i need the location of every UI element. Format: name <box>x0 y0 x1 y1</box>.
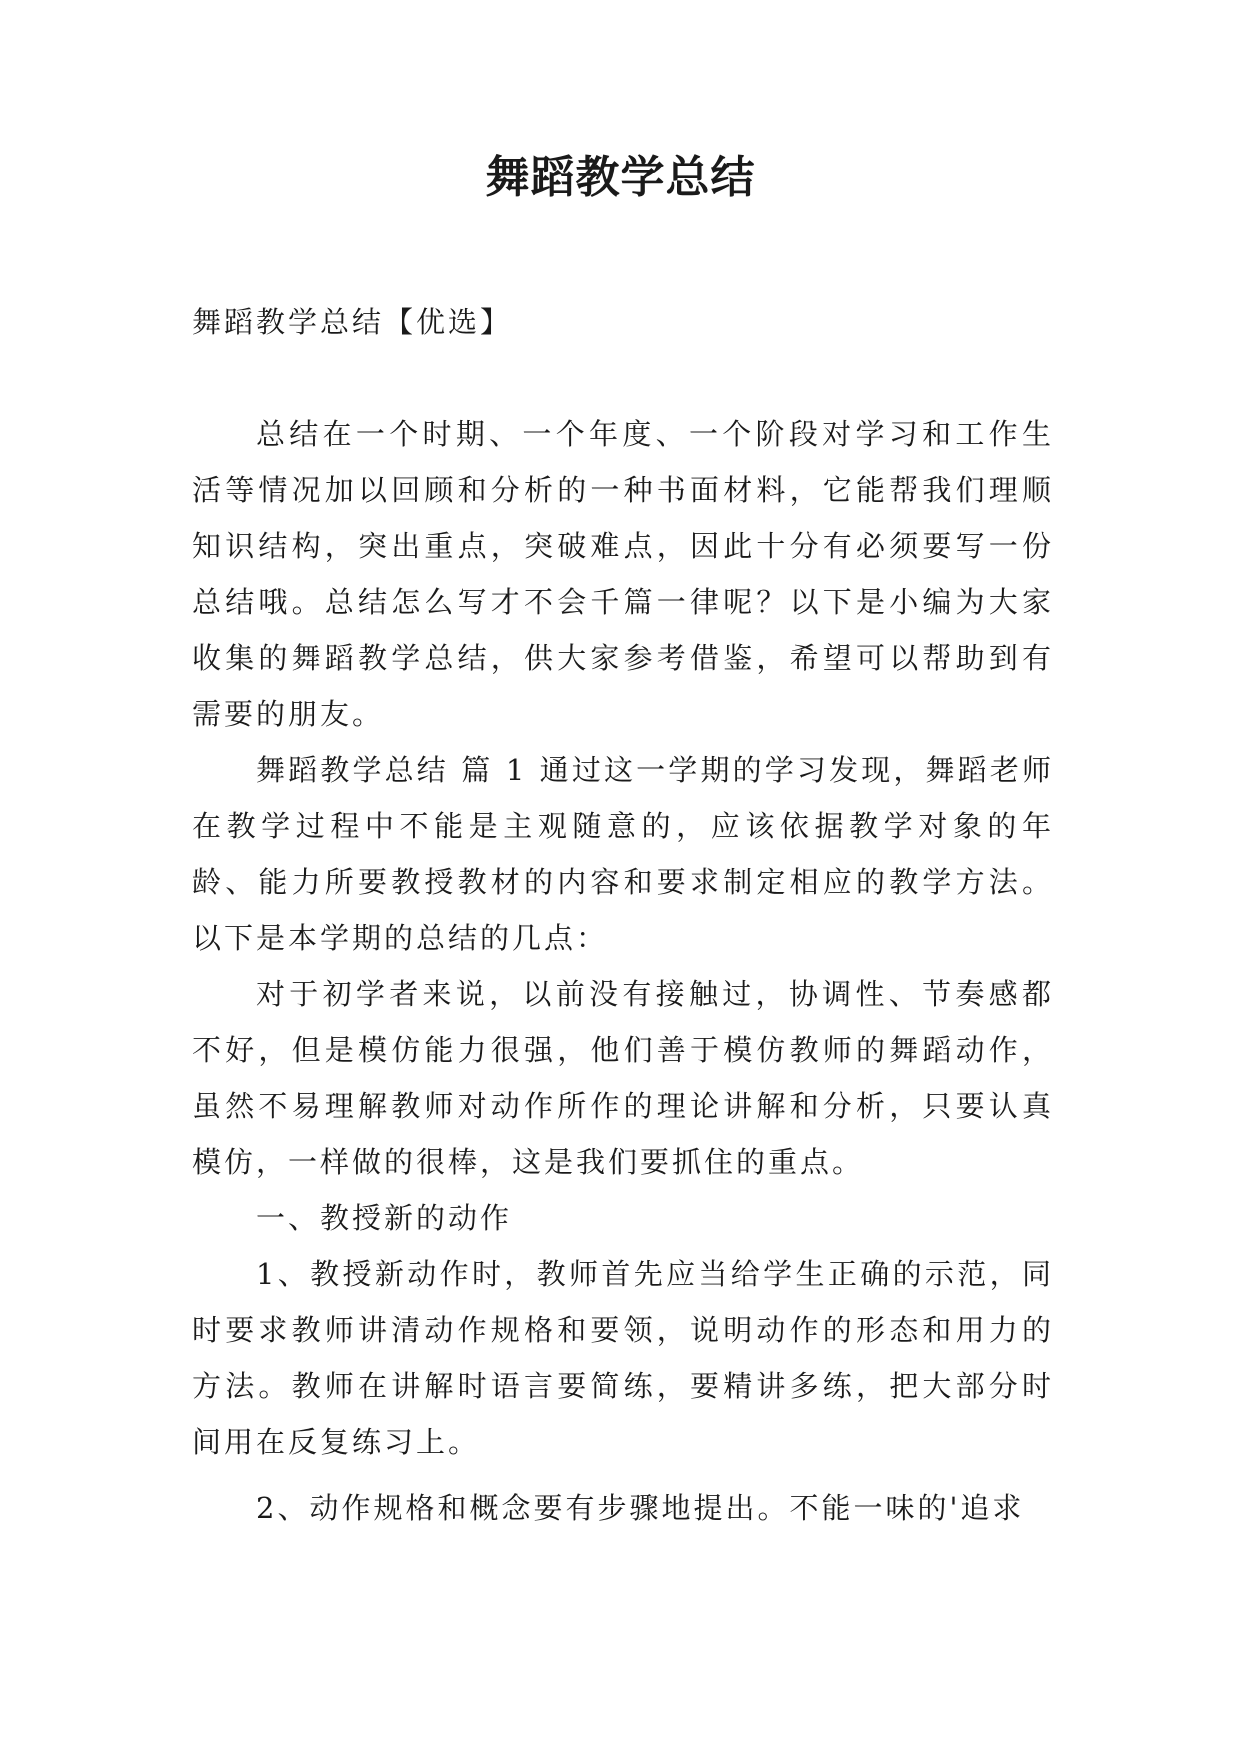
paragraph-section-1: 舞蹈教学总结 篇 1 通过这一学期的学习发现，舞蹈老师在教学过程中不能是主观随意的，应该依据教学对象的年龄、能力所要教授教材的内容和要求制定相应的教学方法。以下是本学期的总结的几点： <box>192 753 1054 955</box>
paragraph-point-2: 2、动作规格和概念要有步骤地提出。不能一味的'追求 <box>256 1491 1025 1525</box>
document-subtitle: 舞蹈教学总结【优选】 <box>192 305 513 339</box>
paragraph-beginners: 对于初学者来说，以前没有接触过，协调性、节奏感都不好，但是模仿能力很强，他们善于模仿教师的舞蹈动作，虽然不易理解教师对动作所作的理论讲解和分析，只要认真模仿，一样做的很棒，这是我们要抓住的重点。 <box>192 977 1054 1179</box>
paragraph-intro: 总结在一个时期、一个年度、一个阶段对学习和工作生活等情况加以回顾和分析的一种书面材料，它能帮我们理顺知识结构，突出重点，突破难点，因此十分有必须要写一份总结哦。总结怎么写才不会千篇一律呢？以下是小编为大家收集的舞蹈教学总结，供大家参考借鉴，希望可以帮助到有需要的朋友。 <box>192 417 1054 731</box>
heading-teach-new-moves: 一、教授新的动作 <box>256 1201 513 1235</box>
paragraph-point-1: 1、教授新动作时，教师首先应当给学生正确的示范，同时要求教师讲清动作规格和要领，说明动作的形态和用力的方法。教师在讲解时语言要简练，要精讲多练，把大部分时间用在反复练习上。 <box>192 1257 1054 1459</box>
document-title: 舞蹈教学总结 <box>485 152 756 203</box>
document-body <box>192 294 1054 1536</box>
